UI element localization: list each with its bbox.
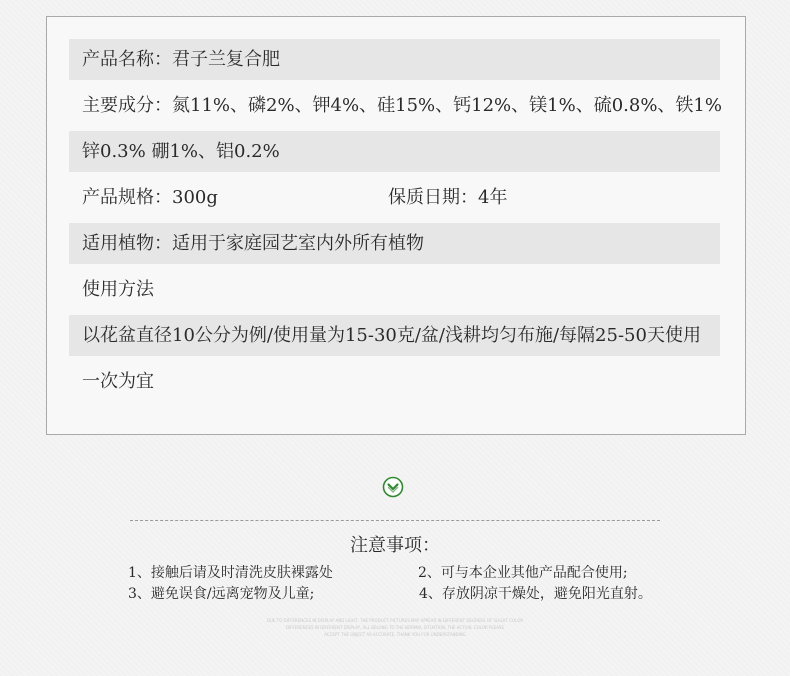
spec-text: 产品规格：300g [82,187,218,208]
fine-print-line-1: DUE TO DIFFERENCES IN DISPLAY AND LIGHT, THE PRODUCT PICTURES MAY APPEAR IN DIFFERENT DEGREES OF SLIGHT COLOR [266,618,524,623]
notice-item-2: 2、可与本企业其他产品配合使用; [418,565,628,581]
notice-item-4: 4、存放阴凉干燥处，避免阳光直射。 [419,586,652,602]
notice-title: 注意事项： [350,535,440,556]
spec-row [69,177,720,218]
ingredients-row-2: 锌0.3% 硼1%、铝0.2% [69,131,720,172]
product-name-row: 产品名称：君子兰复合肥 [69,39,720,80]
plants-row: 适用植物：适用于家庭园艺室内外所有植物 [69,223,720,264]
dashed-divider [130,520,660,521]
usage-line-2: 一次为宜 [82,371,154,392]
notice-item-1: 1、接触后请及时清洗皮肤裸露处 [128,565,333,581]
fine-print-line-2: DIFFERENCES IN DIFFERENT DISPLAY, ALL BELONG TO THE NORMAL SITUATION, THE ACTUAL COLOR PLEASE [286,625,504,630]
shelf-life-text: 保质日期：4年 [388,187,508,208]
notice-item-3: 3、避免误食/远离宠物及儿童; [128,586,315,602]
fine-print-line-3: ACCEPT THE OBJECT AS ACCURATE, THANK YOU FOR UNDERSTANDING [324,632,466,637]
usage-line-1: 以花盆直径10公分为例/使用量为15-30克/盆/浅耕均匀布施/每隔25-50天使用 [69,315,720,356]
usage-title: 使用方法 [82,279,154,300]
chevron-down-circle-icon [382,476,404,498]
ingredients-row-1: 主要成分：氮11%、磷2%、钾4%、硅15%、钙12%、镁1%、硫0.8%、铁1% [82,95,722,116]
product-info-panel [46,16,746,435]
